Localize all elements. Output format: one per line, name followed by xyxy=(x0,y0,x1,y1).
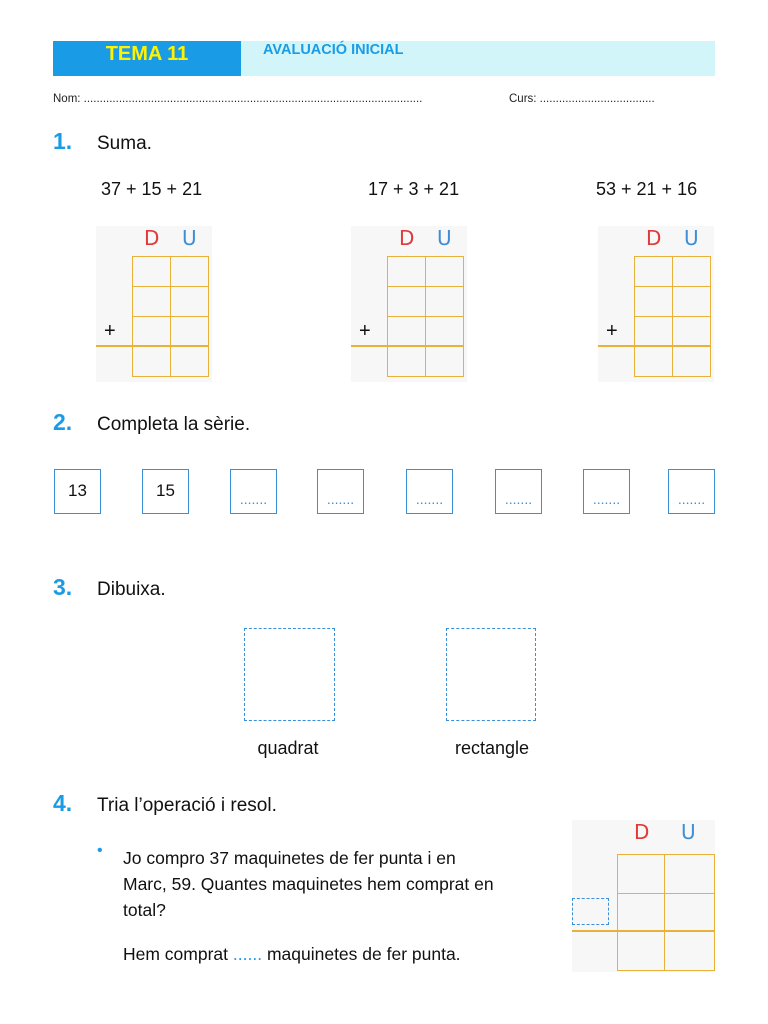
rectangle-drawing-area[interactable] xyxy=(446,628,536,721)
grid-cell[interactable] xyxy=(132,256,171,287)
grid-cell[interactable] xyxy=(425,346,464,377)
sum-expression-1: 37 + 15 + 21 xyxy=(101,179,203,199)
tens-label: D xyxy=(399,226,415,250)
assessment-title: AVALUACIÓ INICIAL xyxy=(263,42,404,58)
series-blank-box[interactable]: ....... xyxy=(406,469,453,514)
exercise-4-title: Tria l’operació i resol. xyxy=(97,795,277,816)
sum-line xyxy=(351,345,464,347)
grid-cell[interactable] xyxy=(425,256,464,287)
exercise-3-number: 3. xyxy=(53,574,73,600)
square-drawing-area[interactable] xyxy=(244,628,335,721)
grid-cell[interactable] xyxy=(387,316,426,347)
exercise-4-number: 4. xyxy=(53,790,73,816)
series-box: 13 xyxy=(54,469,101,514)
grid-cell[interactable] xyxy=(170,316,209,347)
answer-blank[interactable]: ...... xyxy=(232,944,263,964)
grid-cell[interactable] xyxy=(617,854,665,894)
grid-cell[interactable] xyxy=(170,346,209,377)
plus-sign: + xyxy=(359,320,371,342)
grid-cell[interactable] xyxy=(634,286,673,317)
grid-cell[interactable] xyxy=(672,316,711,347)
tens-label: D xyxy=(634,820,650,844)
grid-cell[interactable] xyxy=(672,346,711,377)
grid-cell[interactable] xyxy=(617,931,665,971)
series-blank-box[interactable]: ....... xyxy=(668,469,715,514)
grid-cell[interactable] xyxy=(425,286,464,317)
exercise-2-title: Completa la sèrie. xyxy=(97,414,251,435)
plus-sign: + xyxy=(104,320,116,342)
sum-expression-2: 17 + 3 + 21 xyxy=(368,179,460,199)
grid-cell[interactable] xyxy=(664,893,715,932)
tens-label: D xyxy=(646,226,662,250)
series-blank-box[interactable]: ....... xyxy=(230,469,277,514)
exercise-1-title: Suma. xyxy=(97,133,152,154)
problem-grid xyxy=(572,820,715,972)
sum-line xyxy=(598,345,711,347)
plus-sign: + xyxy=(606,320,618,342)
grid-cell[interactable] xyxy=(664,854,715,894)
sum-expression-3: 53 + 21 + 16 xyxy=(596,179,698,199)
grid-cell[interactable] xyxy=(634,346,673,377)
answer-prefix: Hem comprat xyxy=(123,944,233,964)
addition-grid-2 xyxy=(351,226,467,382)
course-field[interactable]: Curs: .................................... xyxy=(509,93,655,105)
units-label: U xyxy=(182,226,197,250)
exercise-3-title: Dibuixa. xyxy=(97,579,166,600)
grid-cell[interactable] xyxy=(170,286,209,317)
answer-suffix: maquinetes de fer punta. xyxy=(262,944,461,964)
rectangle-label: rectangle xyxy=(454,738,530,758)
sum-line xyxy=(96,345,209,347)
grid-cell[interactable] xyxy=(387,256,426,287)
addition-grid-1 xyxy=(96,226,212,382)
grid-cell[interactable] xyxy=(170,256,209,287)
name-field[interactable]: Nom: .......................................................................................................... xyxy=(53,93,423,105)
units-label: U xyxy=(681,820,696,844)
series-box: 15 xyxy=(142,469,189,514)
operation-sign-box[interactable] xyxy=(572,898,609,925)
problem-statement: Jo compro 37 maquinetes de fer punta i en Marc, 59. Quantes maquinetes hem comprat en total? xyxy=(123,848,494,920)
grid-cell[interactable] xyxy=(132,346,171,377)
grid-cell[interactable] xyxy=(387,286,426,317)
square-label: quadrat xyxy=(257,738,319,758)
units-label: U xyxy=(684,226,699,250)
exercise-1-number: 1. xyxy=(53,128,73,154)
addition-grid-3 xyxy=(598,226,714,382)
grid-cell[interactable] xyxy=(634,256,673,287)
sum-line xyxy=(572,930,715,932)
tens-label: D xyxy=(144,226,160,250)
grid-cell[interactable] xyxy=(617,893,665,932)
series-blank-box[interactable]: ....... xyxy=(583,469,630,514)
bullet-point: • xyxy=(97,842,103,859)
grid-cell[interactable] xyxy=(672,256,711,287)
exercise-2-number: 2. xyxy=(53,409,73,435)
theme-title: TEMA 11 xyxy=(105,43,189,65)
grid-cell[interactable] xyxy=(387,346,426,377)
answer-sentence xyxy=(123,941,543,967)
grid-cell[interactable] xyxy=(425,316,464,347)
units-label: U xyxy=(437,226,452,250)
series-blank-box[interactable]: ....... xyxy=(495,469,542,514)
grid-cell[interactable] xyxy=(132,316,171,347)
grid-cell[interactable] xyxy=(132,286,171,317)
grid-cell[interactable] xyxy=(634,316,673,347)
grid-cell[interactable] xyxy=(664,931,715,971)
grid-cell[interactable] xyxy=(672,286,711,317)
series-blank-box[interactable]: ....... xyxy=(317,469,364,514)
